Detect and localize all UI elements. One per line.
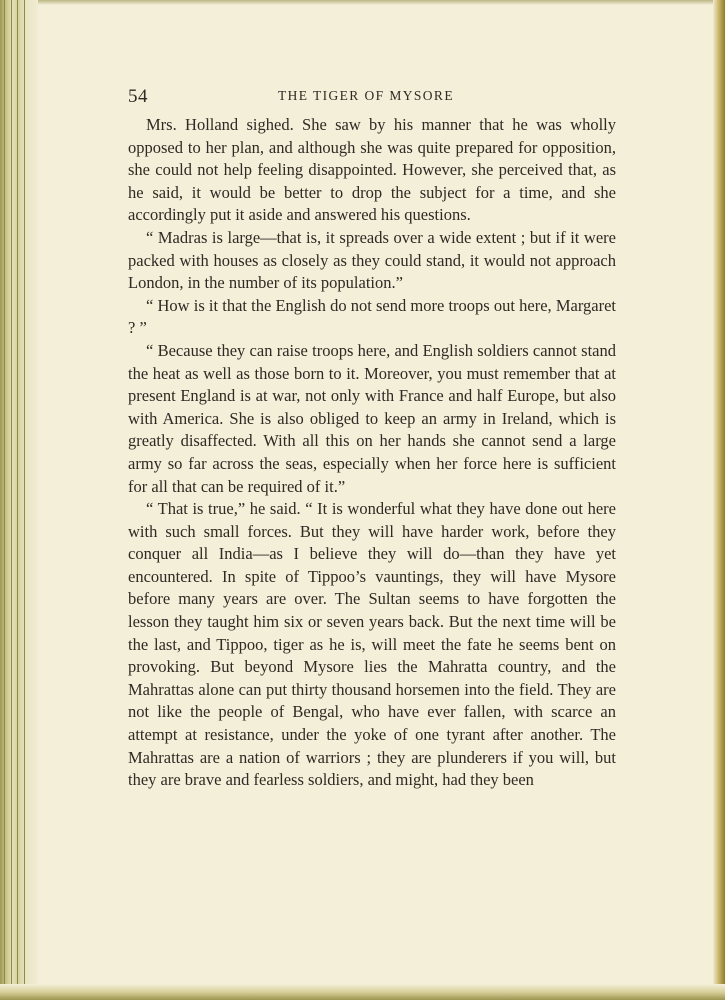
paragraph-4: “ Because they can raise troops here, and English soldiers cannot stand the heat as well as those born to it. Moreover, you must remember that at present England is at war, not only with France and half Europe, but also with America. She is also obliged to keep an army in Ireland, which is greatly disaffected. With all this on her hands she cannot send a large army so far across the seas, especially when her force here is sufficient for all that can be required of it.” — [128, 340, 616, 496]
gutter-line — [24, 0, 25, 1000]
bottom-page-edge — [0, 984, 725, 1000]
paragraph-3: “ How is it that the English do not send more troops out here, Margaret ? ” — [128, 295, 616, 338]
text-block — [128, 84, 616, 792]
gutter-line — [4, 0, 5, 1000]
running-title: THE TIGER OF MYSORE — [278, 88, 454, 103]
gutter-line — [11, 0, 12, 1000]
running-head — [128, 84, 616, 114]
paragraph-5: “ That is true,” he said. “ It is wonderful what they have done out here with such small forces. But they will have harder work, before they conquer all India—as I believe they will do—than they have yet encountered. In spite of Tippoo’s vauntings, they will have Mysore before many years are over. The Sultan seems to have forgotten the lesson they taught him six or seven years back. But the next time will be the last, and Tippoo, tiger as he is, will meet the fate he seems bent on provoking. But beyond Mysore lies the Mahratta country, and the Mahrattas alone can put thirty thousand horsemen into the field. They are not like the people of Bengal, who have ever fallen, with scarce an attempt at resistance, under the yoke of one tyrant after another. The Mahrattas are a nation of warriors ; they are plunderers if you will, but they are brave and fearless soldiers, and might, had they been — [128, 499, 616, 790]
paragraph-2: “ Madras is large—that is, it spreads over a wide extent ; but if it were packed with houses as closely as they could stand, it would not approach London, in the number of its population.” — [128, 227, 616, 293]
paragraph-1: Mrs. Holland sighed. She saw by his manner that he was wholly opposed to her plan, and although she was quite prepared for opposition, she could not help feeling disappointed. However, she perceived that, as he said, it would be better to drop the subject for a time, and she accordingly put it aside and answered his questions. — [128, 115, 616, 225]
page-number: 54 — [128, 86, 148, 107]
fore-edge — [713, 0, 725, 1000]
gutter-line — [17, 0, 18, 1000]
binding-gutter — [0, 0, 38, 1000]
top-page-edge — [0, 0, 725, 5]
